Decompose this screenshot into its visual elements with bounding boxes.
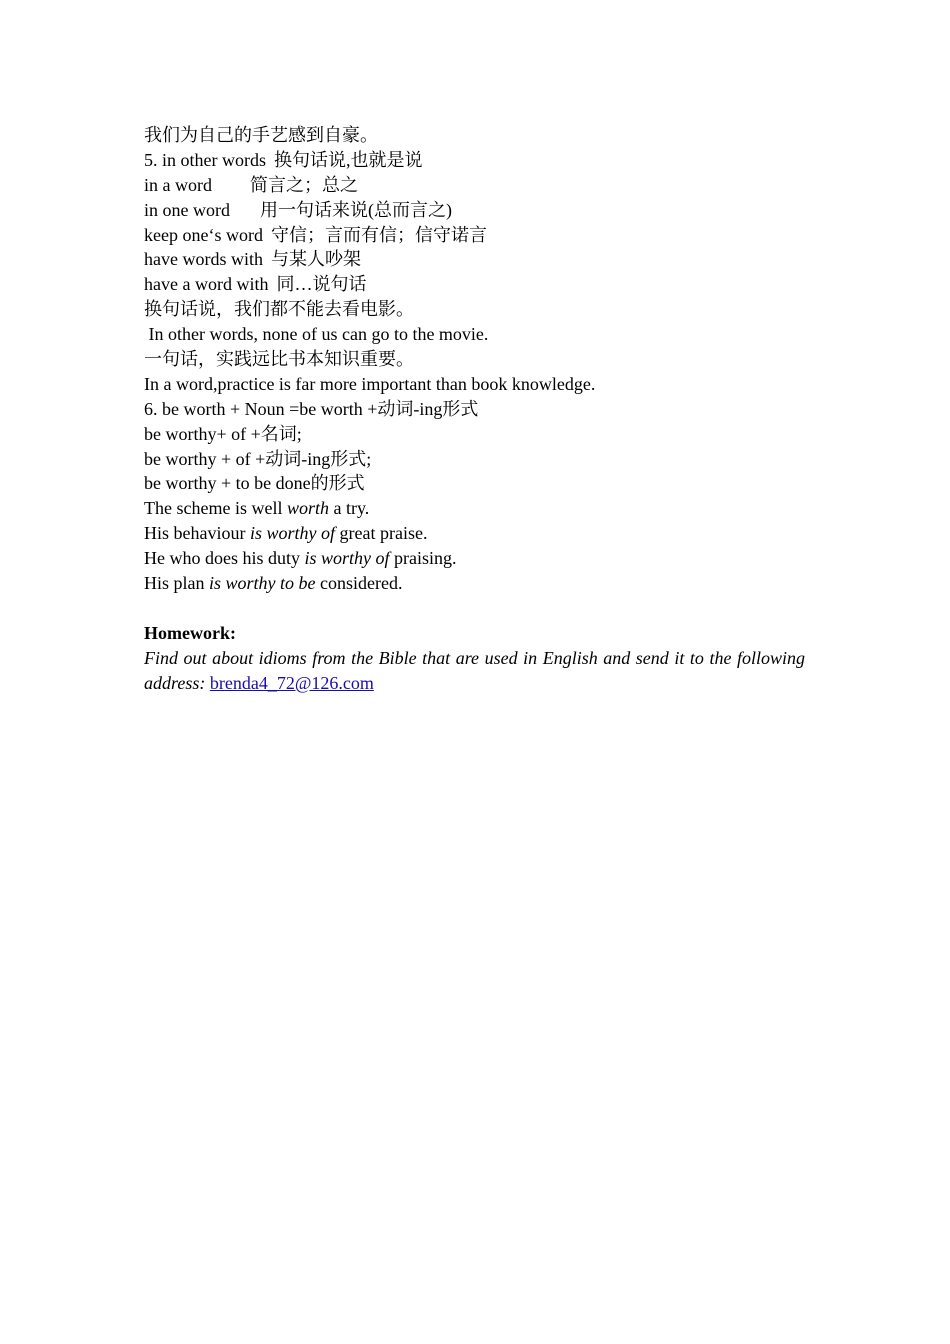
phrase-in-a-word: [144, 173, 805, 198]
sentence-part: His behaviour: [144, 523, 250, 544]
example-sentence-en: [144, 521, 805, 546]
grammar-rule-heading: 6. be worth + Noun =be worth +动词-ing形式: [144, 398, 479, 419]
homework-title: Homework:: [144, 622, 236, 643]
homework-text: [144, 646, 805, 696]
example-sentence-en: In other words, none of us can go to the movie.: [144, 324, 489, 345]
phrase-in-other-words: [144, 148, 805, 173]
phrase-have-a-word-with: [144, 272, 805, 297]
sentence-part: The scheme is well: [144, 498, 287, 519]
phrase-cn: 换句话说,也就是说: [273, 149, 423, 170]
example-sentence-cn: 换句话说，我们都不能去看电影。: [144, 299, 414, 320]
phrase-en: 5. in other words: [144, 149, 266, 170]
phrase-en: in one word: [144, 199, 230, 220]
sentence-emphasis: is worthy of: [249, 523, 335, 544]
example-sentence-en: [144, 571, 805, 596]
homework-instruction: Find out about idioms from the Bible that are used in English and send it to the following address:: [144, 647, 805, 693]
phrase-in-one-word: [144, 198, 805, 223]
sentence-part: praising.: [389, 548, 457, 569]
phrase-en: have words with: [144, 249, 263, 270]
phrase-have-words-with: [144, 247, 805, 272]
example-sentence-cn: 一句话，实践远比书本知识重要。: [144, 349, 414, 370]
example-sentence-en: [144, 546, 805, 571]
grammar-rule: be worthy+ of +名词;: [144, 423, 302, 444]
document-body: [144, 123, 805, 696]
phrase-cn: 与某人吵架: [270, 249, 361, 270]
sentence-part: a try.: [328, 498, 370, 519]
phrase-keep-ones-word: [144, 223, 805, 248]
phrase-en: keep one‘s word: [144, 224, 263, 245]
sentence-part: considered.: [315, 573, 403, 594]
sentence-part: great praise.: [335, 523, 428, 544]
sentence-emphasis: is worthy of: [304, 548, 390, 569]
grammar-rule: be worthy + of +动词-ing形式;: [144, 448, 372, 469]
phrase-cn: 简言之；总之: [249, 174, 358, 195]
phrase-en: in a word: [144, 174, 212, 195]
phrase-cn: 同…说句话: [276, 274, 367, 295]
grammar-rule: be worthy + to be done的形式: [144, 473, 365, 494]
sentence-part: He who does his duty: [144, 548, 305, 569]
sentence-emphasis: worth: [286, 498, 329, 519]
example-sentence-en: [144, 496, 805, 521]
example-sentence-cn: 我们为自己的手艺感到自豪。: [144, 125, 378, 145]
blank-line: [144, 596, 805, 621]
phrase-cn: 用一句话来说(总而言之): [259, 199, 452, 220]
example-sentence-en: In a word,practice is far more important than book knowledge.: [144, 373, 596, 394]
sentence-emphasis: is worthy to be: [209, 573, 316, 594]
phrase-en: have a word with: [144, 274, 269, 295]
email-link[interactable]: brenda4_72@126.com: [209, 672, 374, 693]
sentence-part: His plan: [144, 573, 209, 594]
phrase-cn: 守信；言而有信；信守诺言: [270, 224, 487, 245]
